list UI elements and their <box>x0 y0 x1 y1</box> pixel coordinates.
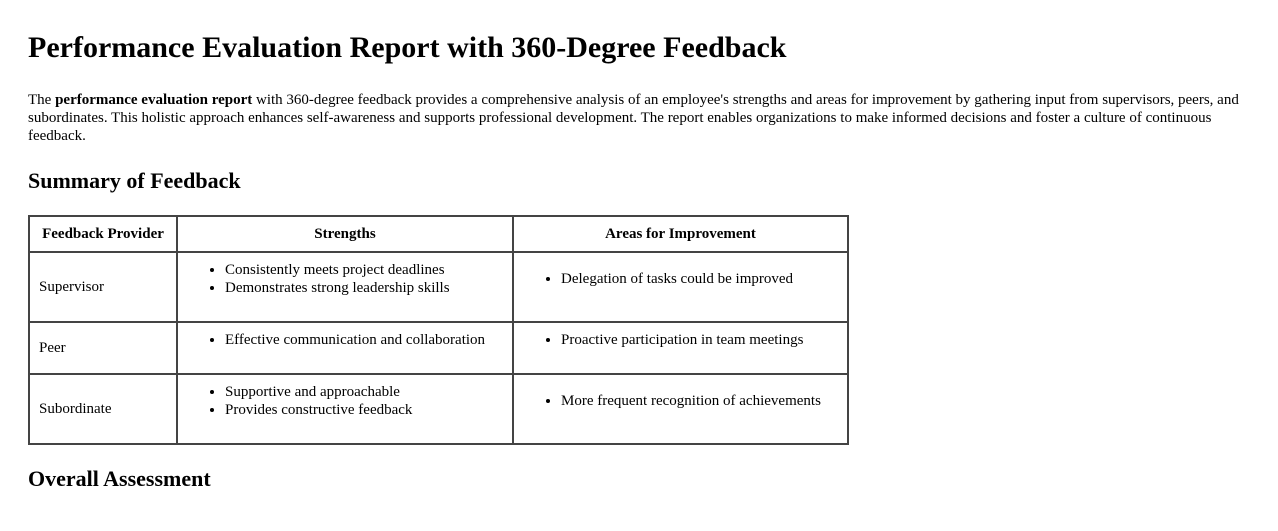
table-row <box>29 322 848 374</box>
summary-heading: Summary of Feedback <box>28 168 241 193</box>
intro-text: with 360-degree feedback provides a comprehensive analysis of an employee's strengths and areas for improvement by gathering input from supervisors, peers, and subordinates. This holistic approach enhances self-awareness and supports professional development. The report enables organizations to make informed decisions and foster a culture of continuous feedback. <box>28 92 1239 144</box>
intro-paragraph <box>28 91 1250 145</box>
intro-text: The <box>28 92 56 108</box>
improvements-cell <box>513 374 848 444</box>
table-header-row <box>29 216 848 252</box>
overall-heading: Overall Assessment <box>28 466 211 491</box>
list-item: • Supportive and approachable <box>225 383 503 401</box>
table-row <box>29 374 848 444</box>
provider-cell: Subordinate <box>29 374 177 444</box>
page-title: Performance Evaluation Report with 360-Degree Feedback <box>28 31 787 64</box>
provider-cell: Supervisor <box>29 252 177 322</box>
list-item: • Delegation of tasks could be improved <box>561 270 838 288</box>
improvements-cell <box>513 322 848 374</box>
provider-cell: Peer <box>29 322 177 374</box>
list-item: • Demonstrates strong leadership skills <box>225 279 503 297</box>
column-header: Areas for Improvement <box>513 216 848 252</box>
feedback-table <box>28 215 849 445</box>
strengths-cell <box>177 322 513 374</box>
intro-bold: performance evaluation report <box>55 92 253 108</box>
list-item: • More frequent recognition of achievements <box>561 392 838 410</box>
strengths-cell <box>177 252 513 322</box>
column-header: Feedback Provider <box>29 216 177 252</box>
list-item: • Proactive participation in team meetings <box>561 331 838 349</box>
improvements-cell <box>513 252 848 322</box>
list-item: • Effective communication and collaboration <box>225 331 503 349</box>
column-header: Strengths <box>177 216 513 252</box>
list-item: • Consistently meets project deadlines <box>225 261 503 279</box>
strengths-cell <box>177 374 513 444</box>
table-row <box>29 252 848 322</box>
list-item: • Provides constructive feedback <box>225 401 503 419</box>
